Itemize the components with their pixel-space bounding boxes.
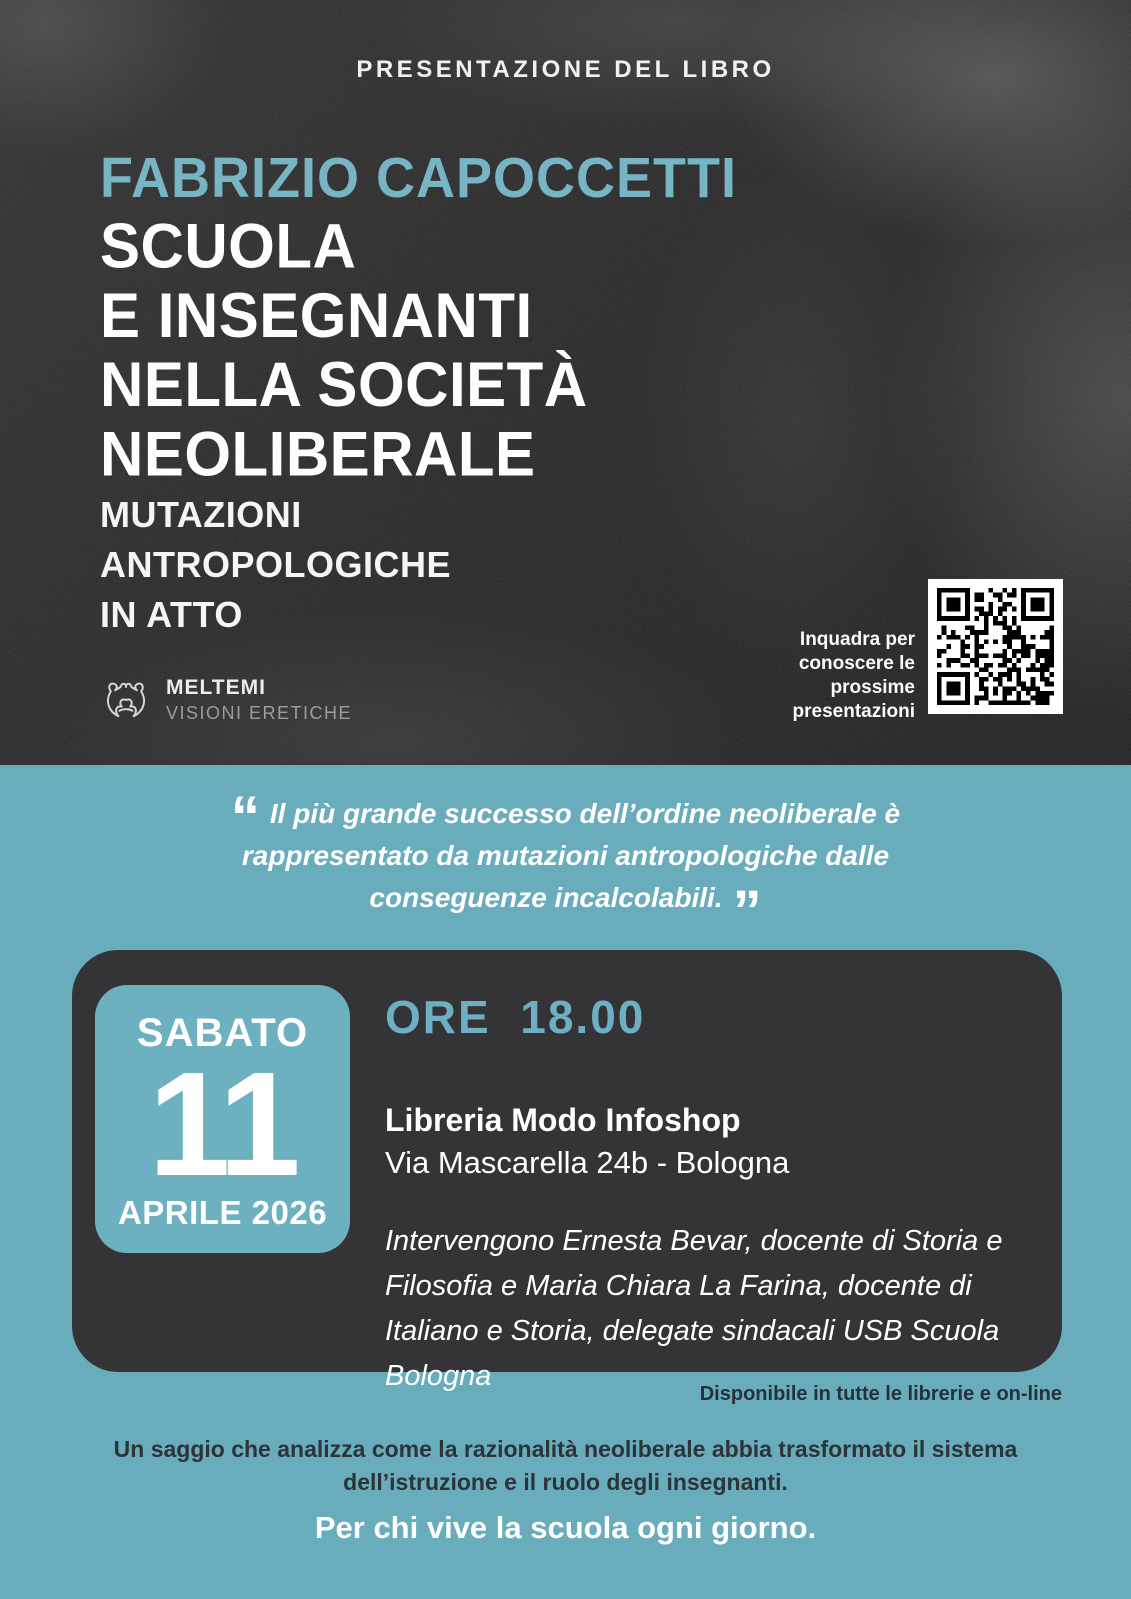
chalkboard-section (0, 0, 1131, 765)
subtitle-line: MUTAZIONI (100, 494, 302, 535)
open-quote-mark: “ (230, 785, 260, 850)
teal-section (0, 765, 1131, 1599)
qr-caption (695, 628, 915, 724)
subtitle-line: IN ATTO (100, 594, 243, 635)
qr-caption-line: conoscere le (798, 653, 915, 674)
qr-caption-line: prossime (830, 677, 915, 698)
quote (0, 785, 1131, 944)
close-quote-mark: ” (732, 879, 762, 944)
meltemi-logo-icon (100, 674, 152, 726)
publisher-text (166, 675, 352, 725)
author-name: FABRIZIO CAPOCCETTI (100, 147, 737, 210)
qr-caption-line: Inquadra per (799, 629, 915, 650)
description-line: dell’istruzione e il ruolo degli insegnanti. (343, 1469, 788, 1495)
description-text (0, 1433, 1131, 1499)
venue-name: Libreria Modo Infoshop (385, 1102, 741, 1138)
availability-note: Disponibile in tutte le librerie e on-line (699, 1383, 1062, 1405)
quote-text: Il più grande successo dell’ordine neoliberale è (269, 798, 901, 829)
event-details (385, 990, 1045, 1399)
day-name: SABATO (136, 1011, 309, 1055)
venue-address: Via Mascarella 24b - Bologna (385, 1145, 790, 1180)
date-card (95, 985, 350, 1253)
day-number: 11 (148, 1042, 297, 1207)
book-subtitle (100, 490, 451, 640)
quote-line: rappresentato da mutazioni antropologiche dalle (241, 840, 890, 871)
title-line: NEOLIBERALE (100, 418, 536, 490)
quote-text: conseguenze incalcolabili. (369, 882, 723, 913)
quote-line (0, 877, 1131, 944)
event-card (72, 950, 1062, 1392)
book-title (100, 212, 588, 489)
publisher-tagline: VISIONI ERETICHE (166, 703, 353, 723)
kicker: PRESENTAZIONE DEL LIBRO (356, 56, 775, 83)
qr-caption-line: presentazioni (792, 701, 915, 722)
speakers-text: Intervengono Ernesta Bevar, docente di Storia e Filosofia e Maria Chiara La Farina, docente di Italiano e Storia, delegate sindacali USB Scuola Bologna (385, 1225, 1003, 1392)
subtitle-line: ANTROPOLOGICHE (100, 544, 452, 585)
publisher-name: MELTEMI (166, 676, 266, 699)
quote-line (0, 785, 1131, 850)
title-line: E INSEGNANTI (100, 280, 533, 351)
title-line: SCUOLA (100, 210, 357, 282)
publisher-block (100, 674, 352, 726)
title-line: NELLA SOCIETÀ (100, 349, 588, 420)
event-time: ORE 18.00 (385, 991, 646, 1043)
description-line: Un saggio che analizza come la razionalità neoliberale abbia trasformato il sistema (113, 1436, 1018, 1462)
qr-code (928, 579, 1063, 714)
month-year: APRILE 2026 (117, 1194, 328, 1231)
tagline: Per chi vive la scuola ogni giorno. (314, 1510, 817, 1545)
